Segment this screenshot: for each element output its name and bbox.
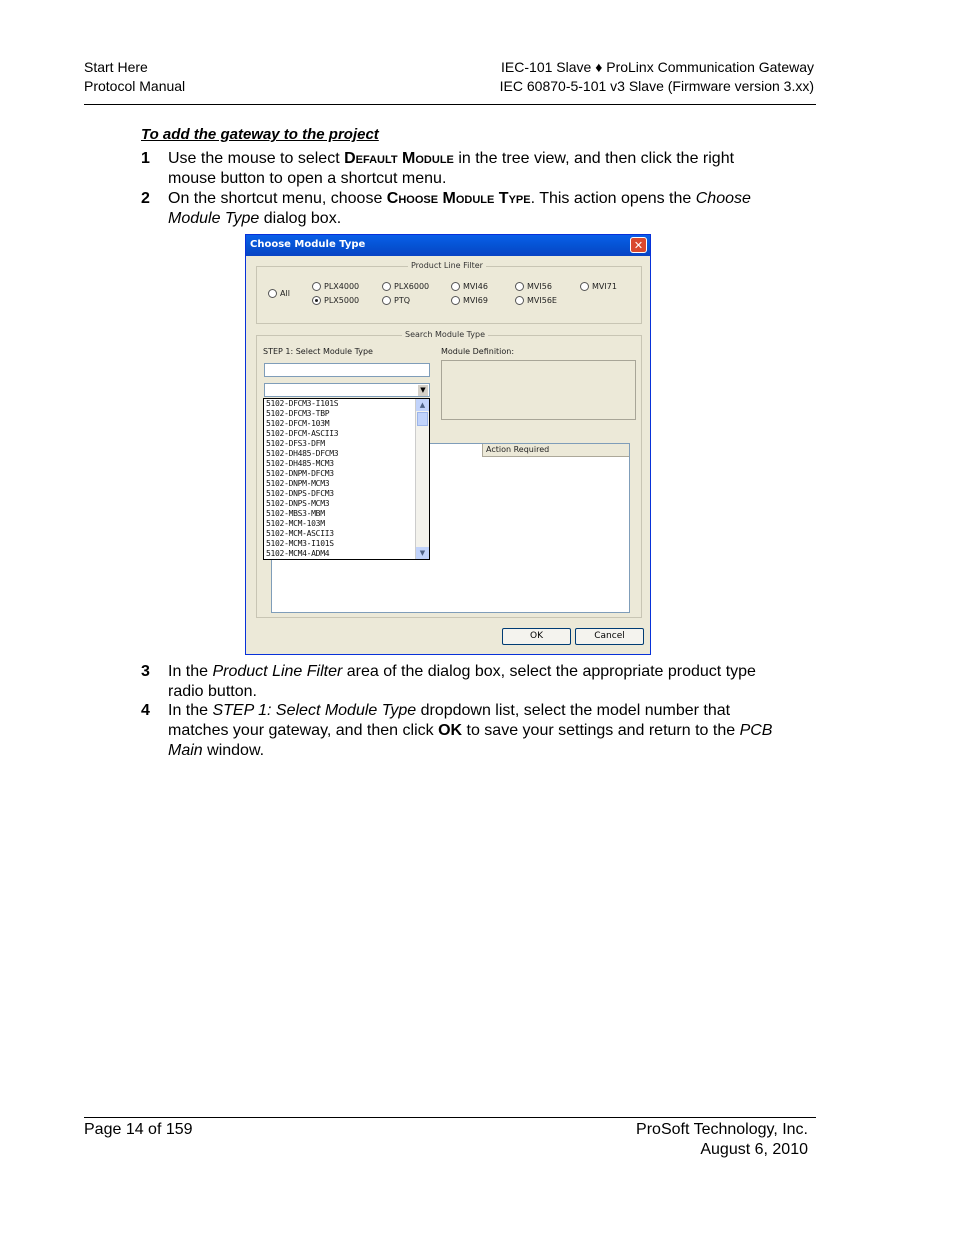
- list-scrollbar[interactable]: [415, 399, 429, 559]
- step-number: 4: [141, 702, 150, 719]
- module-type-dropdown[interactable]: [264, 383, 430, 397]
- list-item[interactable]: 5102-DH485-DFCM3: [266, 449, 339, 458]
- step-number: 2: [141, 190, 150, 207]
- header-right: [500, 58, 814, 96]
- list-item[interactable]: 5102-MBS3-MBM: [266, 509, 325, 518]
- page-number: Page 14 of 159: [84, 1121, 193, 1138]
- module-definition-label: Module Definition:: [441, 347, 515, 356]
- list-item[interactable]: 5102-MCM3-I101S: [266, 539, 334, 548]
- step-3: 3 In the Product Line Filter area of the dialog box, select the appropriate product type radio button.: [141, 663, 756, 700]
- footer-rule: [84, 1117, 816, 1118]
- step-number: 3: [141, 663, 150, 680]
- header-doc-type: Protocol Manual: [84, 78, 186, 94]
- radio-mvi56[interactable]: MVI56: [515, 282, 552, 291]
- choose-module-type-dialog: [245, 234, 651, 655]
- chevron-down-icon[interactable]: ▼: [418, 385, 428, 396]
- dialog-titlebar: [246, 235, 650, 256]
- radio-mvi56e[interactable]: MVI56E: [515, 296, 557, 305]
- list-item[interactable]: 5102-MCM4-ADM4: [266, 549, 330, 558]
- scroll-up-icon[interactable]: ▲: [416, 399, 429, 411]
- publish-date: August 6, 2010: [700, 1141, 808, 1158]
- cancel-button[interactable]: Cancel: [575, 628, 644, 645]
- list-item[interactable]: 5102-DFS3-DFM: [266, 439, 325, 448]
- radio-plx5000[interactable]: PLX5000: [312, 296, 359, 305]
- action-required-header: Action Required: [486, 445, 550, 454]
- step-2: 2 On the shortcut menu, choose Choose Module Type. This action opens the Choose Module Type dialog box.: [141, 190, 751, 227]
- section-title: To add the gateway to the project: [141, 126, 379, 143]
- step1-label: STEP 1: Select Module Type: [263, 347, 373, 356]
- radio-plx4000[interactable]: PLX4000: [312, 282, 359, 291]
- table-header: [482, 444, 629, 457]
- module-definition-box: [441, 360, 636, 420]
- list-item[interactable]: 5102-DFCM-103M: [266, 419, 330, 428]
- radio-mvi69[interactable]: MVI69: [451, 296, 488, 305]
- radio-mvi71[interactable]: MVI71: [580, 282, 617, 291]
- footer-right: [636, 1120, 808, 1160]
- list-item[interactable]: 5102-DNPS-MCM3: [266, 499, 330, 508]
- list-items: [264, 399, 429, 559]
- scroll-down-icon[interactable]: ▼: [416, 547, 429, 559]
- radio-plx6000[interactable]: PLX6000: [382, 282, 429, 291]
- header-rule: [84, 104, 816, 105]
- header-protocol: IEC 60870-5-101 v3 Slave (Firmware version 3.xx): [499, 78, 814, 94]
- header-product: IEC-101 Slave ♦ ProLinx Communication Gateway: [501, 59, 814, 75]
- step-number: 1: [141, 150, 150, 167]
- list-item[interactable]: 5102-DFCM3-I101S: [266, 399, 339, 408]
- list-item[interactable]: 5102-MCM-ASCII3: [266, 529, 334, 538]
- ui-term: Default Module: [344, 150, 454, 167]
- list-item[interactable]: 5102-MCM-103M: [266, 519, 325, 528]
- list-item[interactable]: 5102-DNPS-DFCM3: [266, 489, 334, 498]
- dialog-title: Choose Module Type: [250, 239, 366, 250]
- ui-term: Choose Module Type: [386, 190, 531, 207]
- list-item[interactable]: 5102-DNPM-DFCM3: [266, 469, 334, 478]
- group-label: Search Module Type: [402, 330, 488, 339]
- scroll-thumb[interactable]: [417, 412, 428, 426]
- product-line-filter-group: [256, 261, 642, 324]
- group-label: Product Line Filter: [408, 261, 486, 270]
- list-item[interactable]: 5102-DNPM-MCM3: [266, 479, 330, 488]
- step-4: 4 In the STEP 1: Select Module Type dropdown list, select the model number that matches your gateway, and then click OK to save your settings and return to the PCB Main window.: [141, 702, 773, 759]
- search-input[interactable]: [264, 363, 430, 377]
- company-name: ProSoft Technology, Inc.: [636, 1121, 808, 1138]
- list-item[interactable]: 5102-DFCM-ASCII3: [266, 429, 339, 438]
- radio-ptq[interactable]: PTQ: [382, 296, 410, 305]
- radio-all[interactable]: All: [268, 289, 290, 298]
- list-item[interactable]: 5102-DH485-MCM3: [266, 459, 334, 468]
- list-item[interactable]: 5102-DFCM3-TBP: [266, 409, 330, 418]
- ok-button[interactable]: OK: [502, 628, 571, 645]
- header-doc-section: Start Here: [84, 59, 148, 75]
- radio-mvi46[interactable]: MVI46: [451, 282, 488, 291]
- module-type-list[interactable]: [263, 398, 430, 560]
- header-left: [84, 58, 185, 96]
- step-1: 1 Use the mouse to select Default Module in the tree view, and then click the right mouse button to open a shortcut menu.: [141, 150, 735, 187]
- close-icon[interactable]: ✕: [630, 237, 647, 253]
